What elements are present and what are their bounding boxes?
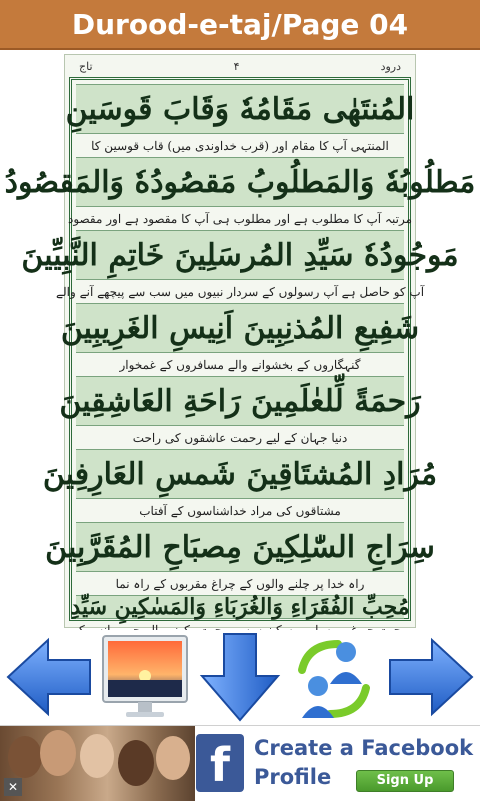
page-title: Durood-e-taj/Page 04 xyxy=(71,7,409,41)
bottom-toolbar xyxy=(0,630,480,725)
verse-line: سِرَاجِ السّٰلِکِینَ مِصبَاحِ المُقَرَّبِینَ xyxy=(76,522,404,572)
translation-line: راہ خدا پر چلنے والوں کے چراغ مقربوں کے راہ نما xyxy=(115,577,365,591)
translation-line: مشتاقوں کی مراد خداشناسوں کے آفتاب xyxy=(139,504,341,518)
arrow-down-icon xyxy=(196,630,284,725)
person-image xyxy=(156,736,190,780)
verse-line: رَحمَةً لِّلعٰلَمِینَ رَاحَةِ العَاشِقِینَ xyxy=(76,376,404,426)
verse-line: المُنتَهٰی مَقَامُهٗ وَقَابَ قَوسَینِ xyxy=(76,84,404,134)
translation-line: المنتہی آپ کا مقام اور (قرب خداوندی میں) قاب قوسین کا xyxy=(91,139,389,153)
person-image xyxy=(8,736,42,778)
share-users-icon xyxy=(288,630,380,725)
ad-close-button[interactable]: ✕ xyxy=(4,778,22,796)
person-image xyxy=(80,734,114,778)
ad-photo xyxy=(0,726,195,801)
page-header-right: درود xyxy=(380,59,401,73)
next-page-button[interactable] xyxy=(386,630,476,725)
durood-page-scan xyxy=(4,54,476,628)
person-image xyxy=(118,740,154,786)
verse-line: شَفِیعِ المُذنِبِینَ اَنِیسِ الغَرِیبِینَ xyxy=(76,303,404,353)
page-viewer[interactable] xyxy=(0,50,480,630)
page-number: ۴ xyxy=(233,59,240,73)
page-header xyxy=(65,55,415,77)
verse-line: مُرَادِ المُشتَاقِینَ شَمسِ العَارِفِینَ xyxy=(76,449,404,499)
page-frame xyxy=(4,77,476,621)
arrow-left-icon xyxy=(4,630,94,725)
verse-line: مَوجُودُهٗ سَیِّدِ المُرسَلِینَ خَاتِمِ النَّبِیِّینَ xyxy=(76,230,404,280)
title-bar xyxy=(0,0,480,50)
verse-line: مُحِبِّ الفُقَرَاءِ وَالغُرَبَاءِ وَالمَسٰکِینِ سَیِّدِ xyxy=(70,594,410,620)
previous-page-button[interactable] xyxy=(4,630,94,725)
facebook-logo-icon: f xyxy=(196,734,244,792)
page-header-left: تاج xyxy=(79,59,93,73)
picture-icon xyxy=(100,630,192,725)
person-image xyxy=(40,730,76,776)
verse-line: مَطلُوبُهٗ وَالمَطلُوبُ مَقصُودُهٗ وَالمَقصُودُ xyxy=(76,157,404,207)
translation-line: دنیا جہان کے لیے رحمت عاشقوں کی راحت xyxy=(132,431,348,445)
share-button[interactable] xyxy=(288,630,380,725)
ad-headline: Create a Facebook Profile xyxy=(254,736,474,789)
translation-line: مرتبہ آپ کا مطلوب ہے اور مطلوب ہی آپ کا مقصود ہے اور مقصود xyxy=(67,212,412,226)
wallpaper-button[interactable] xyxy=(100,630,192,725)
ad-banner[interactable] xyxy=(0,725,480,800)
save-page-button[interactable] xyxy=(196,630,284,725)
translation-line: گنہگاروں کے بخشوانے والے مسافروں کے غمخوار xyxy=(119,358,361,372)
arrow-right-icon xyxy=(386,630,476,725)
translation-line: آپ کو حاصل ہے آپ رسولوں کے سردار نبیوں میں سب سے پیچھے آنے والے xyxy=(55,285,425,299)
ad-signup-button[interactable]: Sign Up xyxy=(356,770,454,792)
